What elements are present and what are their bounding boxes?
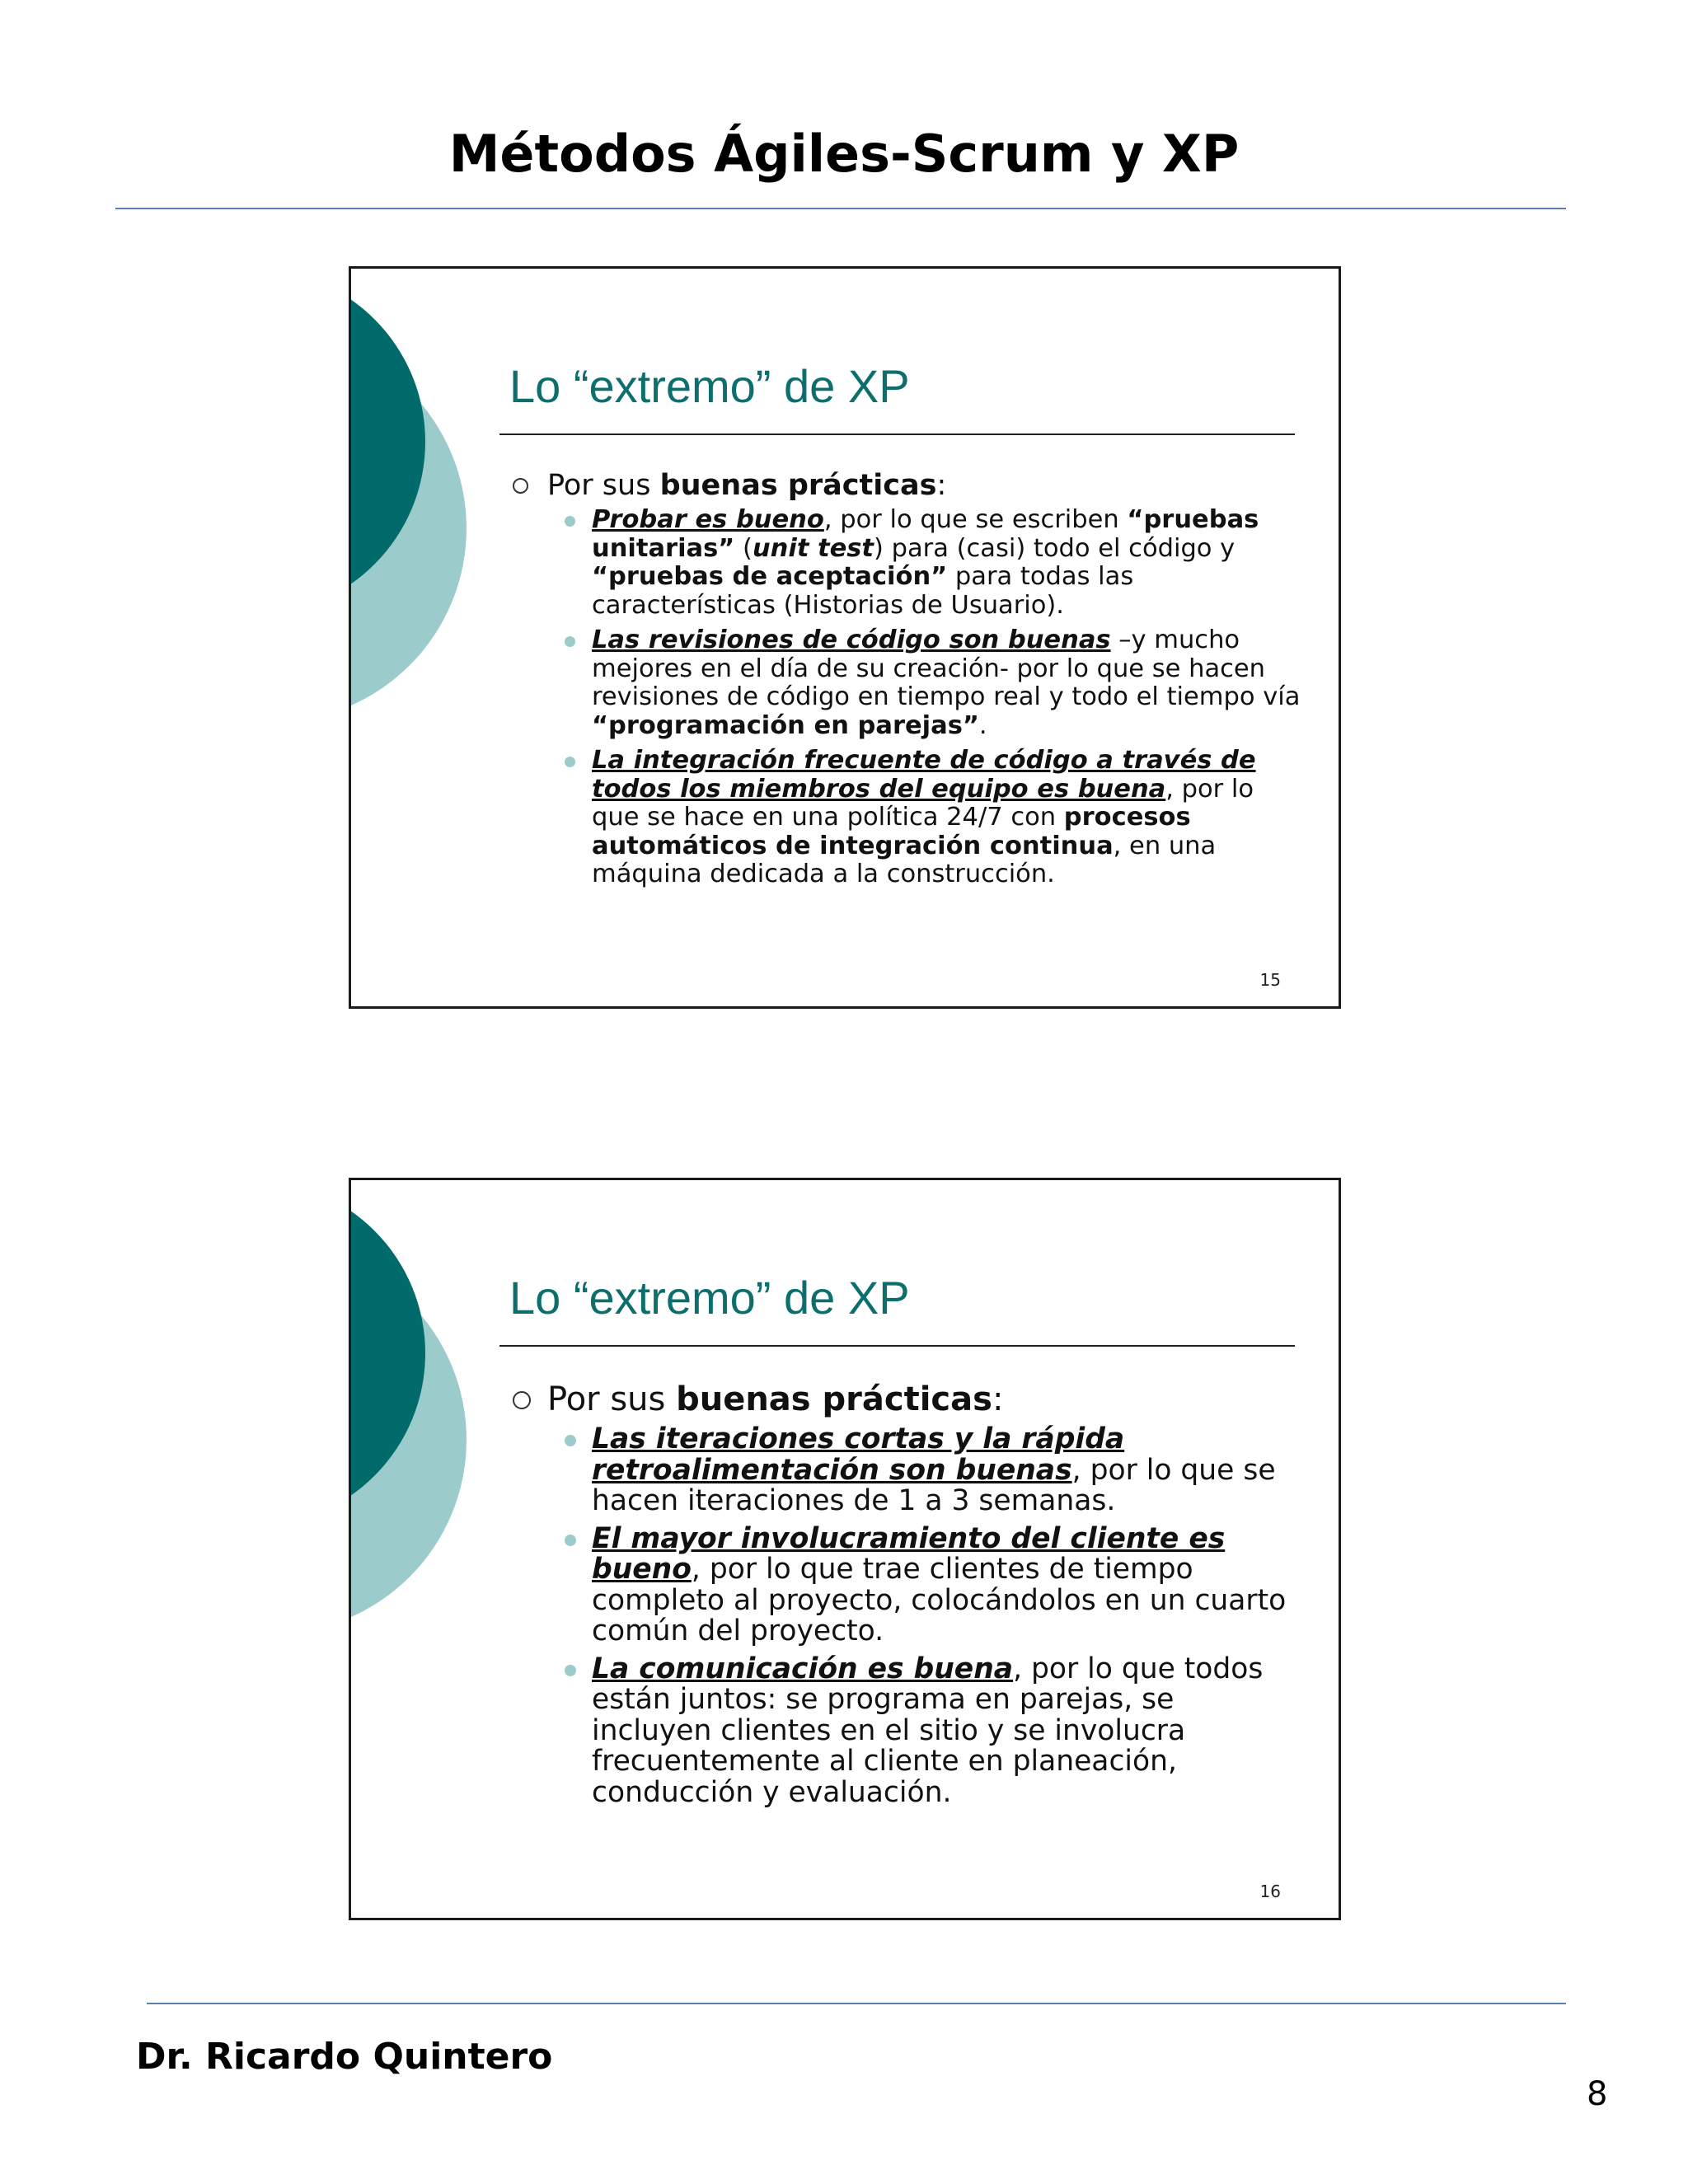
text-segment: ) para (casi) todo el código y	[874, 533, 1236, 563]
dot-bullet-icon	[565, 516, 575, 527]
dot-bullet-icon	[565, 1665, 576, 1676]
sub-bullet-list	[509, 506, 1301, 889]
page-number: 8	[1587, 2075, 1608, 2113]
highlighted-phrase: Las revisiones de código son buenas	[592, 626, 1111, 654]
text-segment: para todas las características (Historias de Usuario).	[592, 562, 1134, 620]
page-title: Métodos Ágiles-Scrum y XP	[448, 124, 1240, 184]
author-name: Dr. Ricardo Quintero	[136, 2036, 553, 2078]
slide-content	[509, 466, 1301, 896]
main-bullet-bold: buenas prácticas	[659, 469, 937, 502]
list-item	[509, 1521, 1301, 1647]
highlighted-phrase: Las iteraciones cortas y la rápida retroalimentación son buenas	[592, 1422, 1125, 1487]
dot-bullet-icon	[565, 1535, 576, 1546]
highlighted-phrase: La comunicación es buena	[592, 1652, 1014, 1685]
list-item	[509, 1654, 1301, 1809]
list-item	[509, 747, 1301, 889]
text-segment: , por lo que se hace en una política 24/7 con	[592, 774, 1254, 832]
ring-bullet-icon	[513, 478, 528, 494]
text-segment: “pruebas unitarias”	[592, 505, 1259, 563]
main-bullet-text: Por sus	[547, 1380, 677, 1418]
text-segment: “pruebas de aceptación”	[592, 562, 948, 591]
text-segment: , por lo que trae clientes de tiempo completo al proyecto, colocándolos en un cuarto común del proyecto.	[592, 1553, 1287, 1647]
highlighted-phrase: Probar es bueno	[592, 505, 824, 534]
main-bullet-bold: buenas prácticas	[676, 1380, 992, 1418]
text-segment: –y mucho mejores en el día de su creación- por lo que se hacen revisiones de código en tiempo real y todo el tiempo vía	[592, 626, 1301, 711]
dot-bullet-icon	[565, 1435, 576, 1446]
slide-title-rule	[499, 1345, 1295, 1347]
text-segment: , en una máquina dedicada a la construcción.	[592, 831, 1217, 888]
dot-bullet-icon	[565, 757, 575, 767]
main-bullet	[509, 466, 1301, 504]
text-segment: , por lo que se escriben	[823, 505, 1128, 534]
slide-title-rule	[499, 434, 1295, 435]
text-segment: , por lo que se hacen iteraciones de 1 a 3 semanas.	[592, 1453, 1276, 1517]
main-bullet-text: Por sus	[547, 469, 660, 502]
header-rule	[115, 208, 1566, 209]
slide-number: 16	[1259, 1882, 1281, 1901]
list-item	[509, 506, 1301, 620]
text-segment: procesos automáticos de integración continua	[592, 803, 1191, 860]
slide-content	[509, 1378, 1301, 1815]
text-segment: unit test	[752, 533, 874, 563]
slide-number: 15	[1259, 970, 1281, 990]
main-bullet-punct: :	[936, 469, 947, 502]
text-segment: , por lo que todos están juntos: se programa en parejas, se incluyen clientes en el sitio y se involucra frecuentemente al cliente en planeación, conducción y evaluación.	[592, 1652, 1264, 1809]
ring-bullet-icon	[513, 1391, 531, 1409]
main-bullet-punct: :	[992, 1380, 1004, 1418]
text-segment: “programación en parejas”	[592, 710, 979, 740]
dot-bullet-icon	[565, 636, 575, 647]
text-segment: (	[734, 533, 753, 563]
text-segment: .	[978, 710, 987, 740]
slide-15	[349, 266, 1341, 1009]
footer-rule	[147, 2003, 1566, 2004]
list-item	[509, 626, 1301, 740]
slide-title: Lo “extremo” de XP	[509, 360, 910, 412]
highlighted-phrase: El mayor involucramiento del cliente es bueno	[592, 1521, 1226, 1586]
highlighted-phrase: La integración frecuente de código a través de todos los miembros del equipo es buena	[592, 746, 1256, 804]
sub-bullet-list	[509, 1424, 1301, 1808]
main-bullet	[509, 1378, 1301, 1421]
slide-16	[349, 1178, 1341, 1920]
list-item	[509, 1424, 1301, 1517]
slide-title: Lo “extremo” de XP	[509, 1272, 910, 1324]
